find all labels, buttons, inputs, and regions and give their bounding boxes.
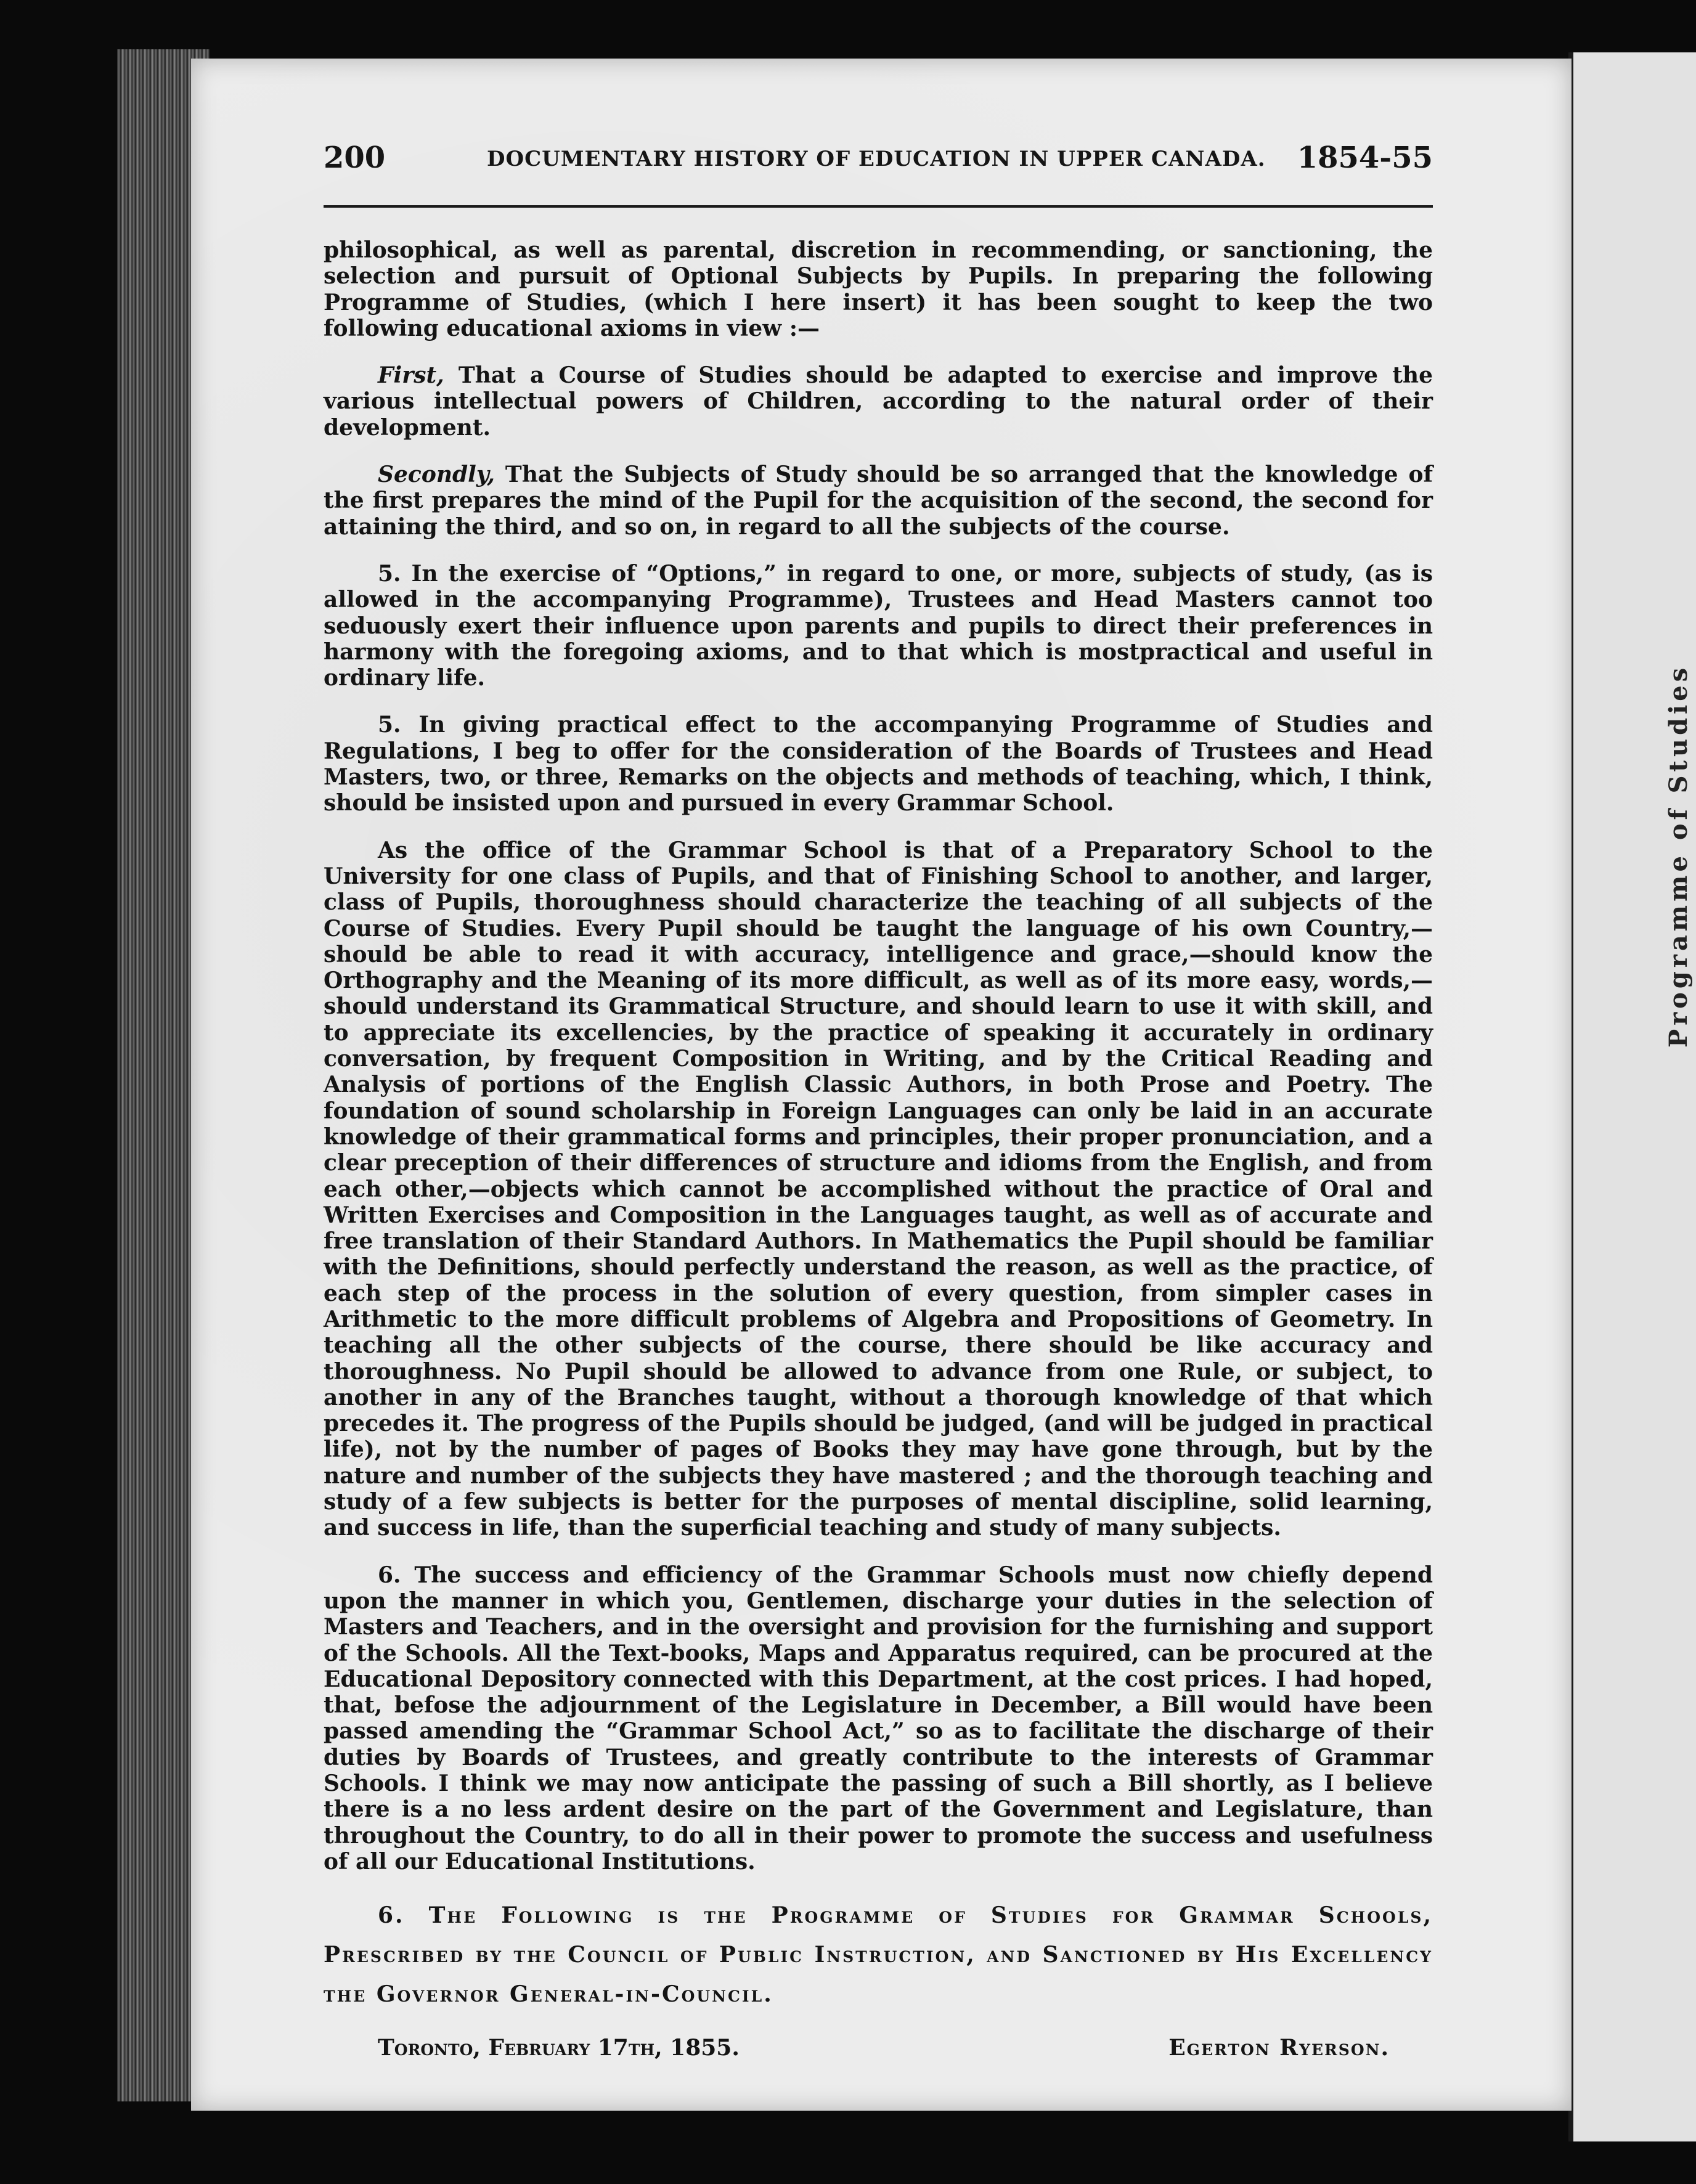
paragraph-first-axiom [324,362,1433,441]
body-text [324,237,1433,2066]
running-title: DOCUMENTARY HISTORY OF EDUCATION IN UPPER CANADA. [487,147,1266,171]
running-header [324,141,1433,184]
facing-page-text: Programme of Studies [1664,664,1693,1048]
paragraph-options: 5. In the exercise of “Options,” in regard to one, or more, subjects of study, (as is allowed in the accompanying Programme), Trustees and Head Masters cannot too seduously exert their influence upon parents and pupils to direct their preferences in harmony with the foregoing axioms, and to that which is mostpractical and useful in ordinary life. [324,560,1433,691]
header-rule [324,205,1433,208]
first-label: First, [378,362,444,389]
paragraph-second-axiom [324,462,1433,540]
page-number: 200 [324,141,386,175]
signature-line [324,2035,1433,2066]
paragraph-success-efficiency: 6. The success and efficiency of the Grammar Schools must now chiefly depend upon the manner in which you, Gentlemen, discharge your duties in the selection of Masters and Teachers, and in the oversight and provision for the furnishing and support of the Schools. All the Text-books, Maps and Apparatus required, can be procured at the Educational Depository connected with this Department, at the cost prices. I had hoped, that, befose the adjournment of the Legislature in December, a Bill would have been passed amending the “Grammar School Act,” so as to facilitate the discharge of their duties by Boards of Trustees, and greatly contribute to the interests of Grammar Schools. I think we may now anticipate the passing of such a Bill shortly, as I believe there is a no less ardent desire on the part of the Government and Legislature, than throughout the Country, to do all in their power to promote the success and usefulness of all our Educational Institutions. [324,1562,1433,1875]
paragraph-practical-effect: 5. In giving practical effect to the accompanying Programme of Studies and Regulations, I beg to offer for the consideration of the Boards of Trustees and Head Masters, two, or three, Remarks on the objects and methods of teaching, which, I think, should be insisted upon and pursued in every Grammar School. [324,712,1433,817]
paragraph-grammar-school-office: As the office of the Grammar School is that of a Preparatory School to the University for one class of Pupils, and that of Finishing School to another, and larger, class of Pupils, thoroughness should characterize the teaching of all subjects of the Course of Studies. Every Pupil should be taught the language of his own Country,—should be able to read it with accuracy, intelligence and grace,—should know the Orthography and the Meaning of its more difficult, as well as of its more easy, words,—should understand its Grammatical Structure, and should learn to use it with skill, and to appreciate its excellencies, by the practice of speaking it accurately in ordinary conversation, by frequent Composition in Writing, and by the Critical Reading and Analysis of portions of the English Classic Authors, in both Prose and Poetry. The foundation of sound scholarship in Foreign Languages can only be laid in an accurate knowledge of their grammatical forms and principles, their proper pronunciation, and a clear preception of their differences of structure and idioms from the English, and from each other,—objects which cannot be accomplished without the practice of Oral and Written Exercises and Composition in the Languages taught, as well as of accurate and free translation of their Standard Authors. In Mathematics the Pupil should be familiar with the Definitions, should perfectly understand the reason, as well as the practice, of each step of the process in the solution of every question, from simpler cases in Arithmetic to the more difficult problems of Algebra and Propositions of Geometry. In teaching all the other subjects of the course, there should be like accuracy and thoroughness. No Pupil should be allowed to advance from one Rule, or subject, to another in any of the Branches taught, without a thorough knowledge of that which precedes it. The progress of the Pupils should be judged, (and will be judged in practical life), not by the number of pages of Books they may have gone through, but by the nature and number of the subjects they have mastered ; and the thorough teaching and study of a few subjects is better for the purposes of mental discipline, solid learning, and success in life, than the superficial teaching and study of many subjects. [324,837,1433,1541]
paragraph-programme-heading: 6. The Following is the Programme of Studies for Grammar Schools, Prescribed by the Council of Public Instruction, and Sanctioned by His Excellency the Governor General-in-Council. [324,1902,1433,2008]
place-date: Toronto, February 17th, 1855. [378,2035,740,2061]
header-year: 1854-55 [1297,141,1433,175]
first-axiom-text: That a Course of Studies should be adapted to exercise and improve the various intellectual powers of Children, according to the natural order of their development. [324,362,1433,441]
facing-page [1568,52,1696,2141]
signatory-name: Egerton Ryerson. [1168,2035,1390,2061]
secondly-label: Secondly, [378,462,495,488]
second-axiom-text: That the Subjects of Study should be so arranged that the knowledge of the first prepares the mind of the Pupil for the acquisition of the second, the second for attaining the third, and so on, in regard to all the subjects of the course. [324,462,1433,540]
paragraph-intro: philosophical, as well as parental, discretion in recommending, or sanctioning, the selection and pursuit of Optional Subjects by Pupils. In preparing the following Programme of Studies, (which I here insert) it has been sought to keep the two following educational axioms in view :— [324,237,1433,341]
